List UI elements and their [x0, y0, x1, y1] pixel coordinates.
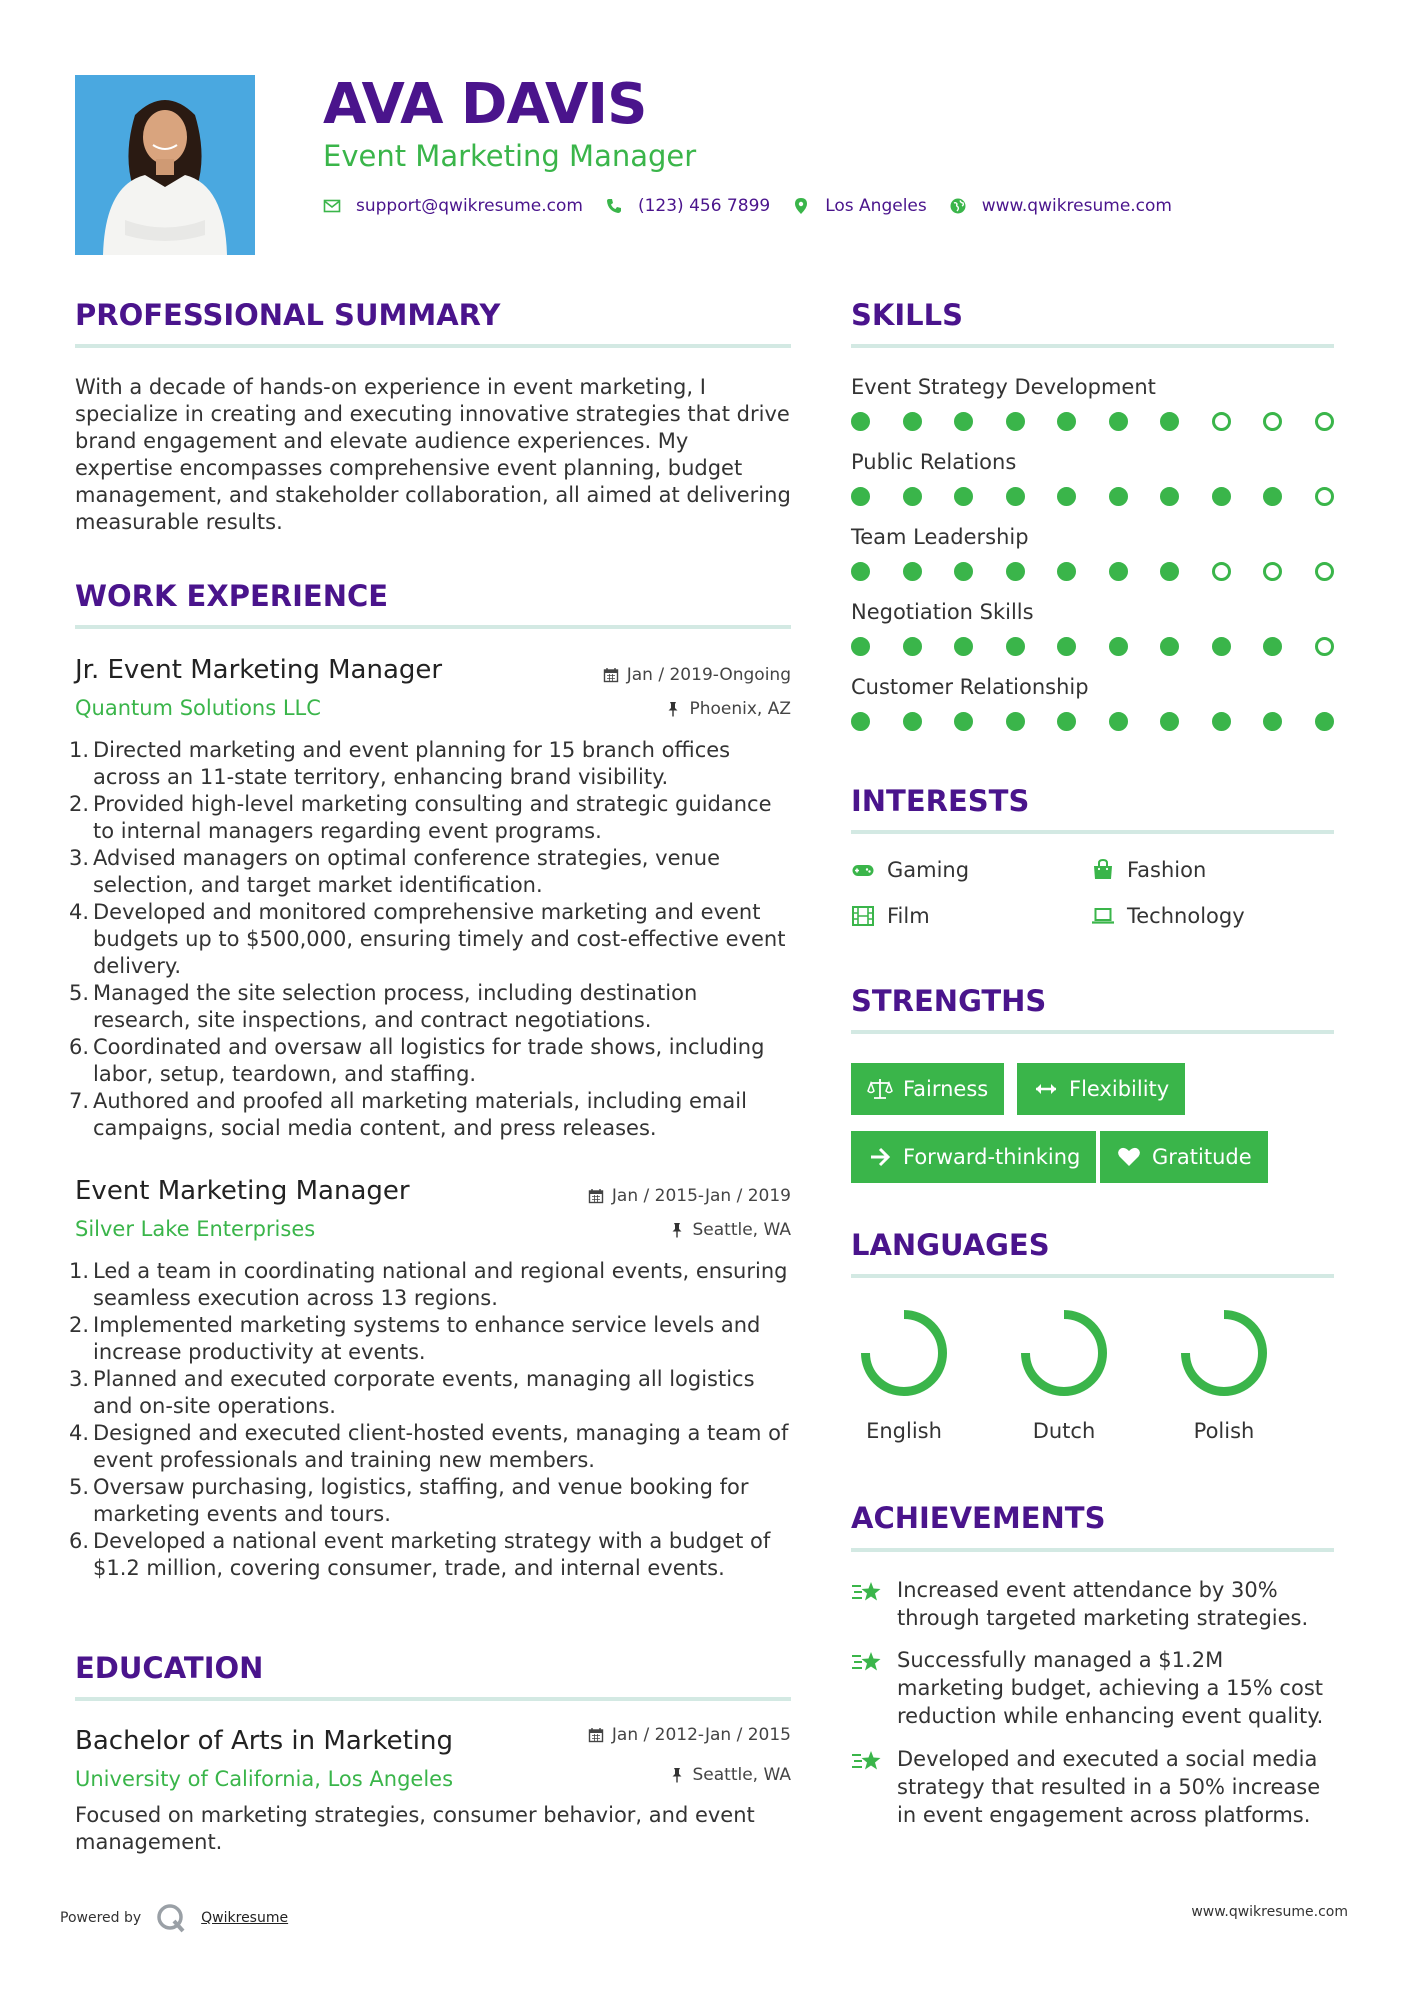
section-title-summary: PROFESSIONAL SUMMARY — [75, 298, 501, 332]
rating-dot-filled — [1006, 712, 1025, 731]
shooting-star-icon — [851, 1648, 885, 1678]
rating-dot-filled — [1109, 562, 1128, 581]
strength-label: Forward-thinking — [903, 1145, 1081, 1169]
job-location-text: Phoenix, AZ — [689, 699, 791, 719]
rating-dot-empty — [1315, 412, 1334, 431]
rating-dot-filled — [1006, 562, 1025, 581]
job-company: Quantum Solutions LLC — [75, 696, 321, 720]
rating-dot-filled — [1263, 487, 1282, 506]
interest-item — [851, 902, 930, 930]
rating-dot-filled — [903, 412, 922, 431]
rating-dot-filled — [1263, 637, 1282, 656]
film-icon — [851, 904, 875, 928]
skill-rating — [851, 712, 1334, 732]
rating-dot-filled — [1057, 637, 1076, 656]
list-item: 6. Developed a national event marketing strategy with a budget of $1.2 million, covering consumer, trade, and internal events. — [69, 1529, 771, 1580]
rating-dot-empty — [1315, 637, 1334, 656]
phone-icon — [605, 197, 623, 215]
section-divider — [851, 830, 1334, 834]
list-item: 4. Designed and executed client-hosted events, managing a team of event professionals and training new members. — [69, 1421, 789, 1472]
section-divider — [851, 344, 1334, 348]
footer-powered-by — [60, 1898, 288, 1938]
rating-dot-filled — [1057, 412, 1076, 431]
rating-dot-filled — [851, 637, 870, 656]
rating-dot-empty — [1212, 562, 1231, 581]
education-location — [491, 1764, 791, 1786]
heart-icon — [1116, 1144, 1142, 1170]
job-company: Silver Lake Enterprises — [75, 1217, 316, 1241]
rating-dot-empty — [1212, 412, 1231, 431]
pushpin-icon — [669, 1767, 685, 1783]
contact-location-text: Los Angeles — [825, 196, 927, 216]
list-item: 6. Coordinated and oversaw all logistics for trade shows, including labor, setup, teardown, and staffing. — [69, 1035, 765, 1086]
rating-dot-filled — [1212, 712, 1231, 731]
rating-dot-filled — [1212, 637, 1231, 656]
language-ring — [1019, 1308, 1109, 1398]
strength-label: Fairness — [903, 1077, 989, 1101]
brand-link[interactable]: Qwikresume — [201, 1910, 289, 1926]
arrows-horizontal-icon — [1033, 1076, 1059, 1102]
arrow-right-icon — [867, 1144, 893, 1170]
calendar-icon — [588, 1188, 604, 1204]
section-title-languages: LANGUAGES — [851, 1228, 1050, 1262]
footer-url[interactable]: www.qwikresume.com — [1191, 1904, 1348, 1920]
achievement-text: Successfully managed a $1.2M marketing budget, achieving a 15% cost reduction while enhancing event quality. — [897, 1648, 1324, 1728]
skill-name: Customer Relationship — [851, 675, 1089, 699]
job-location — [491, 698, 791, 720]
job-location-text: Seattle, WA — [692, 1220, 791, 1240]
rating-dot-empty — [1315, 562, 1334, 581]
rating-dot-filled — [903, 487, 922, 506]
skill-name: Event Strategy Development — [851, 375, 1156, 399]
rating-dot-filled — [851, 412, 870, 431]
interest-label: Technology — [1127, 904, 1245, 928]
section-divider — [75, 344, 791, 348]
rating-dot-filled — [1006, 487, 1025, 506]
job-dates-text: Jan / 2015-Jan / 2019 — [611, 1186, 791, 1206]
gamepad-icon — [851, 858, 875, 882]
rating-dot-filled — [1109, 712, 1128, 731]
skill-name: Public Relations — [851, 450, 1017, 474]
achievement-item — [851, 1745, 1334, 1829]
list-item: 1. Led a team in coordinating national and regional events, ensuring seamless execution across 13 regions. — [69, 1259, 788, 1310]
rating-dot-empty — [1315, 487, 1334, 506]
language-name: Dutch — [1032, 1419, 1096, 1443]
section-title-experience: WORK EXPERIENCE — [75, 579, 389, 613]
rating-dot-filled — [1057, 562, 1076, 581]
education-description: Focused on marketing strategies, consumer behavior, and event management. — [75, 1803, 755, 1854]
language-item — [844, 1308, 964, 1444]
shopping-bag-icon — [1091, 858, 1115, 882]
balance-scale-icon — [867, 1076, 893, 1102]
language-name: Polish — [1193, 1419, 1255, 1443]
list-item: 3. Planned and executed corporate events, managing all logistics and on-site operations. — [69, 1367, 755, 1418]
job-location — [491, 1219, 791, 1241]
rating-dot-filled — [1315, 712, 1334, 731]
strength-chip — [851, 1131, 1096, 1183]
contact-phone[interactable] — [605, 196, 770, 216]
rating-dot-filled — [954, 712, 973, 731]
calendar-icon — [588, 1727, 604, 1743]
achievement-text: Developed and executed a social media strategy that resulted in a 50% increase in event engagement across platforms. — [897, 1747, 1321, 1827]
rating-dot-filled — [1160, 562, 1179, 581]
shooting-star-icon — [851, 1578, 885, 1608]
interest-label: Gaming — [887, 858, 970, 882]
section-divider — [75, 1697, 791, 1701]
rating-dot-filled — [1109, 637, 1128, 656]
rating-dot-filled — [1057, 712, 1076, 731]
language-ring — [859, 1308, 949, 1398]
education-degree: Bachelor of Arts in Marketing — [75, 1726, 453, 1756]
language-item — [1004, 1308, 1124, 1444]
job-duties-list — [69, 1258, 791, 1582]
contact-bar — [323, 193, 1194, 219]
achievement-item — [851, 1576, 1334, 1632]
rating-dot-filled — [1160, 487, 1179, 506]
rating-dot-filled — [1057, 487, 1076, 506]
list-item: 3. Advised managers on optimal conference strategies, venue selection, and target market identification. — [69, 846, 721, 897]
contact-website-text: www.qwikresume.com — [981, 196, 1172, 216]
candidate-title: Event Marketing Manager — [323, 139, 697, 173]
interest-item — [1091, 902, 1245, 930]
rating-dot-empty — [1263, 412, 1282, 431]
interest-label: Film — [887, 904, 930, 928]
list-item: 4. Developed and monitored comprehensive marketing and event budgets up to $500,000, ensuring timely and cost-effective event delivery. — [69, 900, 786, 978]
pushpin-icon — [665, 701, 681, 717]
rating-dot-filled — [1006, 412, 1025, 431]
education-dates-text: Jan / 2012-Jan / 2015 — [611, 1725, 791, 1745]
education-dates — [491, 1724, 791, 1746]
rating-dot-filled — [1160, 637, 1179, 656]
strength-label: Gratitude — [1152, 1145, 1252, 1169]
contact-email-text: support@qwikresume.com — [356, 196, 583, 216]
list-item: 1. Directed marketing and event planning for 15 branch offices across an 11-state territory, enhancing brand visibility. — [69, 738, 731, 789]
rating-dot-filled — [851, 562, 870, 581]
list-item: 2. Provided high-level marketing consulting and strategic guidance to internal managers regarding event programs. — [69, 792, 772, 843]
rating-dot-filled — [954, 487, 973, 506]
laptop-icon — [1091, 904, 1115, 928]
section-title-education: EDUCATION — [75, 1651, 264, 1685]
calendar-icon — [603, 667, 619, 683]
rating-dot-empty — [1263, 562, 1282, 581]
interest-item — [1091, 856, 1206, 884]
interest-item — [851, 856, 969, 884]
rating-dot-filled — [1160, 412, 1179, 431]
list-item: 5. Managed the site selection process, including destination research, site inspections, and contract negotiations. — [69, 981, 698, 1032]
section-title-strengths: STRENGTHS — [851, 984, 1047, 1018]
list-item: 7. Authored and proofed all marketing materials, including email campaigns, social media content, and press releases. — [69, 1089, 747, 1140]
contact-website[interactable] — [949, 196, 1172, 216]
section-title-interests: INTERESTS — [851, 784, 1030, 818]
rating-dot-filled — [1212, 487, 1231, 506]
skill-rating — [851, 412, 1334, 432]
candidate-name: AVA DAVIS — [323, 72, 647, 137]
skill-rating — [851, 637, 1334, 657]
rating-dot-filled — [851, 712, 870, 731]
envelope-icon — [323, 197, 341, 215]
language-name: English — [866, 1419, 942, 1443]
list-item: 2. Implemented marketing systems to enhance service levels and increase productivity at events. — [69, 1313, 761, 1364]
language-ring — [1179, 1308, 1269, 1398]
list-item: 5. Oversaw purchasing, logistics, staffing, and venue booking for marketing events and tours. — [69, 1475, 749, 1526]
section-divider — [851, 1548, 1334, 1552]
rating-dot-filled — [903, 637, 922, 656]
rating-dot-filled — [954, 562, 973, 581]
skill-rating — [851, 487, 1334, 507]
rating-dot-filled — [851, 487, 870, 506]
rating-dot-filled — [954, 412, 973, 431]
shooting-star-icon — [851, 1747, 885, 1777]
contact-location — [792, 196, 927, 216]
education-location-text: Seattle, WA — [692, 1765, 791, 1785]
pushpin-icon — [669, 1222, 685, 1238]
job-title: Event Marketing Manager — [75, 1176, 410, 1206]
section-title-achievements: ACHIEVEMENTS — [851, 1501, 1106, 1535]
achievement-item — [851, 1646, 1334, 1730]
job-dates-text: Jan / 2019-Ongoing — [626, 665, 791, 685]
rating-dot-filled — [1109, 487, 1128, 506]
map-marker-icon — [792, 197, 810, 215]
contact-phone-text: (123) 456 7899 — [637, 196, 771, 216]
rating-dot-filled — [1263, 712, 1282, 731]
strength-chip — [1100, 1131, 1268, 1183]
rating-dot-filled — [1109, 412, 1128, 431]
job-title: Jr. Event Marketing Manager — [75, 655, 443, 685]
job-dates — [491, 664, 791, 686]
strength-label: Flexibility — [1069, 1077, 1170, 1101]
profile-photo — [75, 75, 255, 255]
contact-email[interactable] — [323, 196, 583, 216]
rating-dot-filled — [903, 562, 922, 581]
job-duties-list — [69, 737, 791, 1142]
rating-dot-filled — [903, 712, 922, 731]
rating-dot-filled — [1006, 637, 1025, 656]
strength-chip — [1017, 1063, 1185, 1115]
qwikresume-logo-icon — [155, 1902, 187, 1934]
rating-dot-filled — [954, 637, 973, 656]
interest-label: Fashion — [1127, 858, 1207, 882]
section-divider — [851, 1030, 1334, 1034]
section-title-skills: SKILLS — [851, 298, 963, 332]
education-school: University of California, Los Angeles — [75, 1767, 454, 1791]
achievement-text: Increased event attendance by 30% through targeted marketing strategies. — [897, 1578, 1309, 1630]
rating-dot-filled — [1160, 712, 1179, 731]
summary-text: With a decade of hands-on experience in event marketing, I specialize in creating and executing innovative strategies that drive brand engagement and elevate audience experiences. My expertise encompasses comprehensive event planning, budget management, and stakeholder collaboration, all aimed at delivering measurable results. — [75, 375, 791, 534]
section-divider — [851, 1274, 1334, 1278]
skill-rating — [851, 562, 1334, 582]
language-item — [1164, 1308, 1284, 1444]
skill-name: Negotiation Skills — [851, 600, 1034, 624]
skill-name: Team Leadership — [851, 525, 1029, 549]
section-divider — [75, 625, 791, 629]
strength-chip — [851, 1063, 1004, 1115]
globe-icon — [949, 197, 967, 215]
job-dates — [491, 1185, 791, 1207]
powered-by-label: Powered by — [60, 1910, 142, 1926]
